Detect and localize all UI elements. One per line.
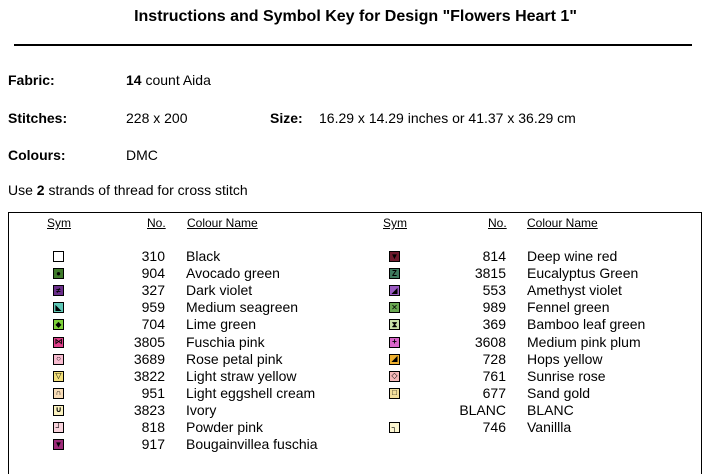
color-name: Ivory	[186, 401, 217, 418]
table-row	[0, 282, 711, 299]
color-number: 746	[482, 419, 506, 435]
table-row	[0, 419, 711, 436]
color-number: 917	[141, 436, 165, 453]
color-number: 959	[141, 299, 165, 316]
bamboo-leaf-green-symbol-icon: ⧗	[389, 319, 400, 330]
color-number: 3815	[474, 265, 506, 282]
medium-pink-plum-symbol-icon: +	[389, 337, 400, 348]
color-name: Bougainvillea fuschia	[186, 436, 318, 453]
header-sym-left: Sym	[47, 216, 71, 230]
table-row	[0, 334, 711, 351]
strands-instruction	[8, 182, 248, 198]
header-no-left: No.	[147, 216, 166, 230]
color-name: Lime green	[186, 316, 257, 333]
table-row	[0, 248, 711, 265]
color-name: Fennel green	[527, 299, 610, 316]
color-name: Black	[186, 248, 221, 264]
color-number: 3689	[133, 350, 165, 367]
fabric-label: Fabric:	[8, 72, 55, 88]
size-value: 16.29 x 14.29 inches or 41.37 x 36.29 cm	[319, 110, 576, 126]
strands-post: strands of thread for cross stitch	[44, 182, 248, 198]
eucalyptus-green-symbol-icon: Z	[389, 268, 400, 279]
color-number: 814	[482, 248, 506, 264]
fabric-type: count Aida	[141, 72, 211, 88]
light-straw-yellow-symbol-icon: ▽	[53, 371, 64, 382]
color-name: Amethyst violet	[527, 282, 622, 299]
table-row	[0, 316, 711, 333]
color-name: Sand gold	[527, 384, 591, 401]
color-name: Hops yellow	[527, 350, 603, 367]
color-name: Dark violet	[186, 282, 253, 299]
strands-count: 2	[36, 182, 45, 198]
color-name: Vanillla	[527, 419, 572, 435]
color-number: 818	[141, 419, 165, 435]
color-number: 761	[482, 367, 506, 384]
color-number: 704	[141, 316, 165, 333]
fennel-green-symbol-icon: ✕	[389, 302, 400, 313]
color-name: Sunrise rose	[527, 367, 606, 384]
table-row	[0, 436, 711, 453]
table-row	[0, 368, 711, 385]
fuschia-pink-symbol-icon: ⋈	[54, 337, 63, 346]
color-name: Fuschia pink	[186, 333, 265, 350]
color-number: 310	[141, 248, 165, 264]
color-number: 728	[482, 350, 506, 367]
colours-label: Colours:	[8, 147, 66, 163]
color-name: Powder pink	[186, 419, 264, 435]
header-no-right: No.	[488, 216, 507, 230]
table-row	[0, 299, 711, 316]
header-sym-right: Sym	[383, 216, 407, 230]
vanilla-symbol-icon: ┐	[389, 422, 400, 433]
title-divider	[14, 44, 692, 46]
ivory-symbol-icon: ∪	[53, 405, 64, 416]
color-name: Deep wine red	[527, 248, 618, 264]
light-eggshell-cream-symbol-icon: ∩	[53, 388, 64, 399]
color-number: 369	[482, 316, 506, 333]
color-name: BLANC	[527, 401, 574, 418]
rose-petal-pink-symbol-icon: ○	[53, 354, 64, 365]
color-number: 989	[482, 299, 506, 316]
color-number: 3608	[474, 333, 506, 350]
color-number: 3805	[133, 333, 165, 350]
table-row	[0, 351, 711, 368]
color-name: Medium pink plum	[527, 333, 641, 350]
table-row	[0, 265, 711, 282]
bougainvillea-fuschia-symbol-icon: ▼	[54, 439, 63, 449]
color-number: 553	[482, 282, 506, 299]
header-name-right: Colour Name	[527, 216, 598, 230]
amethyst-violet-symbol-icon: ◢	[389, 285, 400, 296]
color-name: Eucalyptus Green	[527, 265, 639, 282]
avocado-green-symbol-icon: ●	[53, 268, 64, 279]
color-name: Medium seagreen	[186, 299, 299, 316]
color-number: 327	[141, 282, 165, 299]
header-name-left: Colour Name	[187, 216, 258, 230]
strands-pre: Use	[8, 182, 37, 198]
color-number: BLANC	[459, 401, 506, 418]
color-number: 677	[482, 384, 506, 401]
table-row	[0, 385, 711, 402]
color-name: Bamboo leaf green	[527, 316, 646, 333]
size-label: Size:	[270, 110, 303, 126]
color-number: 904	[141, 265, 165, 282]
sand-gold-symbol-icon: □	[389, 388, 400, 399]
colours-value: DMC	[126, 147, 158, 163]
table-row	[0, 402, 711, 419]
color-name: Rose petal pink	[186, 350, 283, 367]
color-name: Avocado green	[186, 265, 280, 282]
color-name: Light straw yellow	[186, 367, 297, 384]
powder-pink-symbol-icon: ┘	[53, 422, 64, 433]
fabric-count: 14	[126, 72, 142, 88]
fabric-value	[126, 72, 211, 88]
stitches-label: Stitches:	[8, 110, 68, 126]
deep-wine-red-symbol-icon: ▼	[390, 251, 399, 261]
stitches-value: 228 x 200	[126, 110, 188, 126]
sunrise-rose-symbol-icon: ◇	[389, 371, 400, 382]
color-number: 3823	[133, 401, 165, 418]
color-number: 951	[141, 384, 165, 401]
lime-green-symbol-icon: ◆	[53, 319, 64, 330]
dark-violet-symbol-icon: ≠	[53, 285, 64, 296]
hops-yellow-symbol-icon: ◢	[389, 354, 400, 365]
color-number: 3822	[133, 367, 165, 384]
page-title: Instructions and Symbol Key for Design "Flowers Heart 1"	[134, 8, 577, 25]
medium-seagreen-symbol-icon: ◣	[53, 302, 64, 313]
color-name: Light eggshell cream	[186, 384, 316, 401]
